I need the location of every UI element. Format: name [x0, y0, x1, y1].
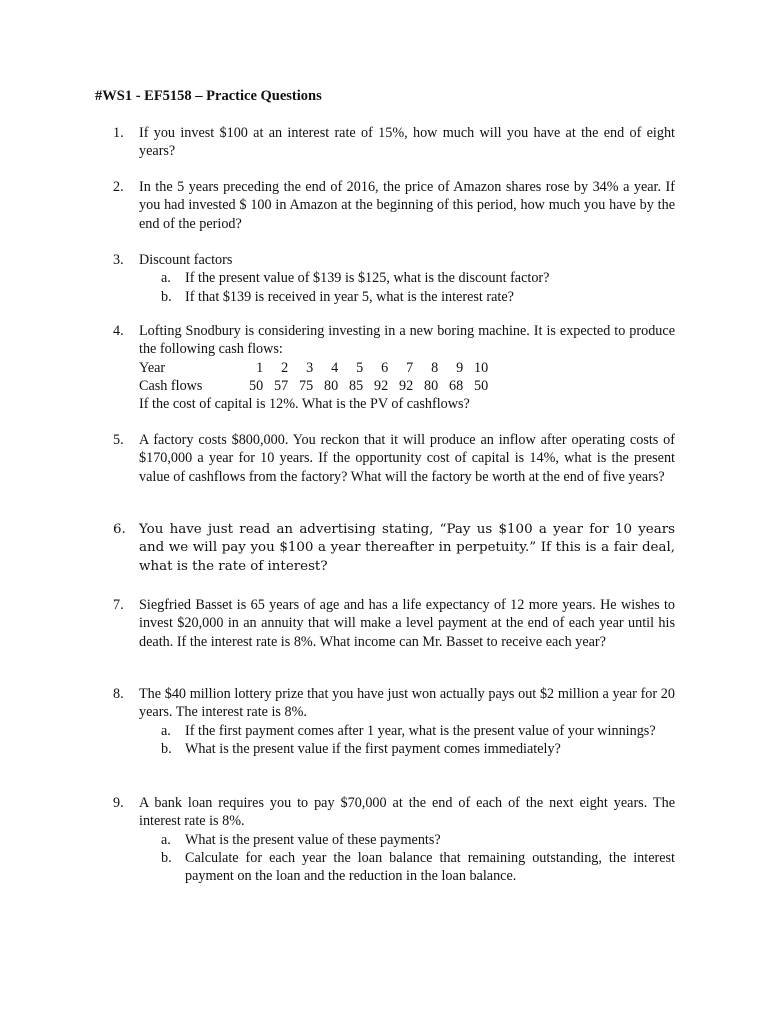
sub-question: [139, 849, 675, 886]
cash-flow-cell: 92: [399, 377, 414, 394]
sub-question-text: What is the present value of these payments?: [185, 831, 441, 848]
question-followup-text: If the cost of capital is 12%. What is the PV of cashflows?: [139, 396, 470, 413]
question-7: [113, 596, 675, 651]
sub-question-list: [139, 722, 675, 759]
sub-question-text: If the first payment comes after 1 year, what is the present value of your winnings?: [185, 722, 656, 739]
year-cell: 10: [474, 359, 489, 376]
sub-question: [139, 288, 675, 306]
year-cell: 6: [381, 359, 389, 376]
question-4: [113, 322, 675, 413]
sub-question-text: If that $139 is received in year 5, what is the interest rate?: [185, 288, 514, 305]
page-title: #WS1 - EF5158 – Practice Questions: [95, 88, 322, 104]
sub-question-list: [139, 831, 675, 886]
question-1: [113, 124, 675, 161]
question-text: In the 5 years preceding the end of 2016, the price of Amazon shares rose by 34% a year. If you had invested $ 100 in Amazon at the beginning of this period, how much you have by the end of the period?: [139, 179, 675, 232]
question-text: The $40 million lottery prize that you have just won actually pays out $2 million a year for 20 years. The interest rate is 8%.: [139, 686, 675, 721]
question-text: A bank loan requires you to pay $70,000 at the end of each of the next eight years. The interest rate is 8%.: [139, 795, 675, 830]
question-number: 7.: [113, 597, 124, 613]
question-text: A factory costs $800,000. You reckon that it will produce an inflow after operating costs of $170,000 a year for 10 years. If the opportunity cost of capital is 14%, what is the present value of cashflows from the factory? What will the factory be worth at the end of five years?: [139, 432, 675, 485]
year-cell: 2: [281, 359, 289, 376]
sub-question: [139, 269, 675, 287]
sub-question-text: Calculate for each year the loan balance that remaining outstanding, the interest payment on the loan and the reduction in the loan balance.: [185, 849, 675, 885]
cash-flow-cell: 80: [324, 377, 339, 394]
question-number: 3.: [113, 252, 124, 268]
question-number: 1.: [113, 125, 124, 141]
question-number: 8.: [113, 686, 124, 702]
cash-flow-cell: 50: [474, 377, 489, 394]
sub-question-text: If the present value of $139 is $125, what is the discount factor?: [185, 270, 550, 287]
cash-flow-cell: 80: [424, 377, 439, 394]
question-5: [113, 431, 675, 486]
sub-question: [139, 831, 675, 849]
sub-question-list: [139, 269, 675, 306]
cash-flow-cell: 75: [299, 377, 314, 394]
question-text: Lofting Snodbury is considering investing in a new boring machine. It is expected to produce the following cash flows:: [139, 323, 675, 358]
sub-question-label: b.: [161, 740, 172, 757]
cash-flow-cell: 50: [249, 377, 264, 394]
question-body: [139, 322, 675, 413]
year-cell: 7: [406, 359, 414, 376]
question-body: [139, 251, 675, 306]
year-row: [139, 359, 488, 377]
question-8: [113, 685, 675, 758]
question-2: [113, 178, 675, 233]
question-number: 6.: [113, 522, 126, 537]
sub-question-label: a.: [161, 270, 171, 287]
cash-flow-row: [139, 377, 488, 395]
cash-flow-cell: 92: [374, 377, 389, 394]
sub-question: [139, 722, 675, 740]
year-cell: 8: [431, 359, 439, 376]
year-cell: 4: [331, 359, 339, 376]
cash-flow-cell: 68: [449, 377, 464, 394]
question-text: Discount factors: [139, 252, 233, 268]
year-cell: 5: [356, 359, 364, 376]
question-text: Siegfried Basset is 65 years of age and has a life expectancy of 12 more years. He wishes to invest $20,000 in an annuity that will make a level payment at the end of each year until his death. If the interest rate is 8%. What income can Mr. Basset to receive each year?: [139, 597, 675, 650]
year-cell: 3: [306, 359, 314, 376]
sub-question-label: a.: [161, 831, 171, 848]
question-text: If you invest $100 at an interest rate of 15%, how much will you have at the end of eight years?: [139, 125, 675, 160]
question-text: You have just read an advertising stating, “Pay us $100 a year for 10 years and we will pay you $100 a year thereafter in perpetuity.” If this is a fair deal, what is the rate of interest?: [139, 522, 675, 574]
sub-question-label: a.: [161, 722, 171, 739]
question-3: [113, 251, 675, 306]
question-number: 5.: [113, 432, 124, 448]
sub-question-label: b.: [161, 849, 172, 866]
year-cell: 1: [256, 359, 264, 376]
cash-flow-cell: 57: [274, 377, 289, 394]
cash-flow-table: [139, 359, 488, 396]
year-label: Year: [139, 359, 166, 376]
question-number: 9.: [113, 795, 124, 811]
cash-flow-cell: 85: [349, 377, 364, 394]
cash-flow-label: Cash flows: [139, 377, 203, 394]
year-cell: 9: [456, 359, 464, 376]
question-number: 2.: [113, 179, 124, 195]
question-6: [113, 521, 675, 576]
question-body: [139, 685, 675, 758]
question-body: [139, 794, 675, 885]
sub-question-label: b.: [161, 288, 172, 305]
question-number: 4.: [113, 323, 124, 339]
sub-question: [139, 740, 675, 758]
question-9: [113, 794, 675, 885]
sub-question-text: What is the present value if the first payment comes immediately?: [185, 740, 561, 757]
